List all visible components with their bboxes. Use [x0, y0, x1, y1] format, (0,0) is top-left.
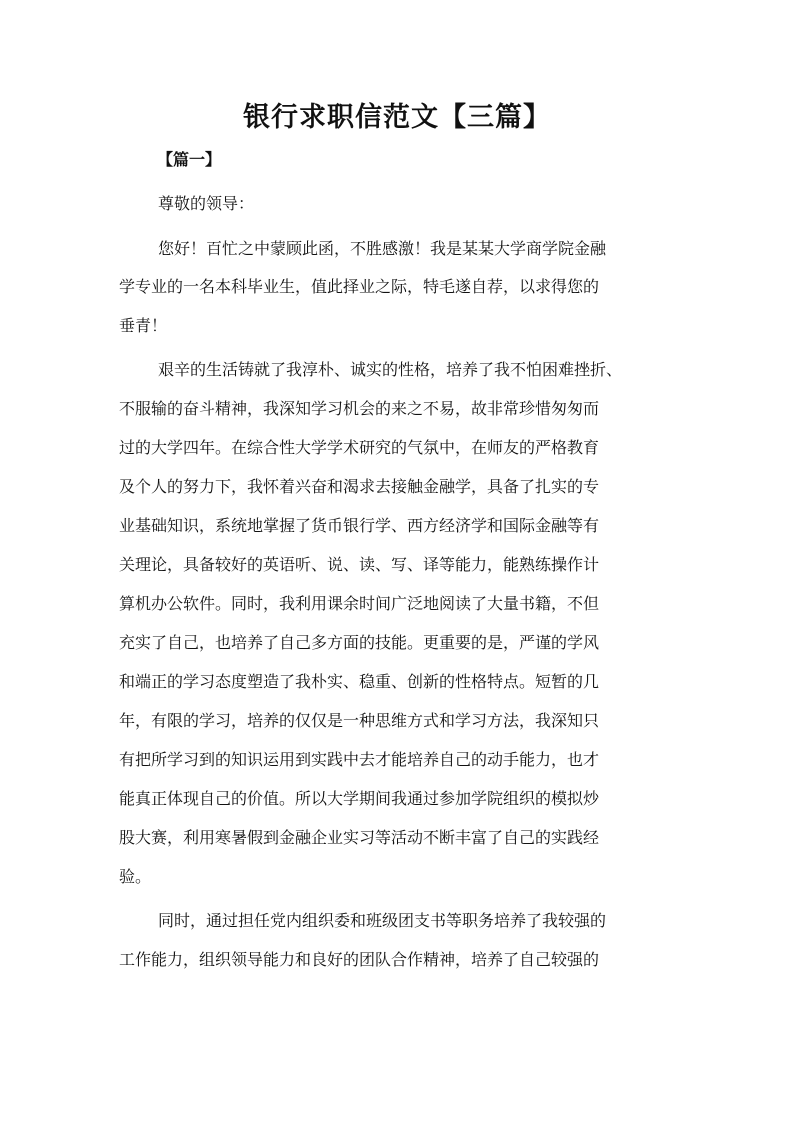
body-line: 学专业的一名本科毕业生，值此择业之际，特毛遂自荐，以求得您的 [119, 277, 600, 296]
body-line: 艰辛的生活铸就了我淳朴、诚实的性格，培养了我不怕困难挫折、 [158, 360, 623, 379]
body-line: 验。 [119, 867, 152, 886]
body-line: 能真正体现自己的价值。所以大学期间我通过参加学院组织的模拟炒 [119, 789, 600, 808]
body-line: 垂青！ [119, 316, 168, 335]
body-line: 股大赛，利用寒暑假到金融企业实习等活动不断丰富了自己的实践经 [119, 828, 600, 847]
body-line: 业基础知识，系统地掌握了货币银行学、西方经济学和国际金融等有 [119, 516, 600, 535]
body-line: 年，有限的学习，培养的仅仅是一种思维方式和学习方法，我深知只 [119, 711, 600, 730]
body-line: 及个人的努力下，我怀着兴奋和渴求去接触金融学，具备了扎实的专 [119, 477, 600, 496]
body-line: 和端正的学习态度塑造了我朴实、稳重、创新的性格特点。短暂的几 [119, 672, 600, 691]
section-heading: 【篇一】 [157, 150, 222, 169]
body-line: 您好！百忙之中蒙顾此函，不胜感激！我是某某大学商学院金融 [158, 239, 607, 258]
body-line: 不服输的奋斗精神，我深知学习机会的来之不易，故非常珍惜匆匆而 [119, 399, 600, 418]
body-line: 关理论，具备较好的英语听、说、读、写、译等能力，能熟练操作计 [119, 555, 600, 574]
document-title: 银行求职信范文【三篇】 [243, 102, 551, 133]
body-line: 工作能力，组织领导能力和良好的团队合作精神，培养了自己较强的 [119, 950, 600, 969]
body-line: 过的大学四年。在综合性大学学术研究的气氛中，在师友的严格教育 [119, 438, 600, 457]
body-line: 同时，通过担任党内组织委和班级团支书等职务培养了我较强的 [158, 911, 607, 930]
body-line: 有把所学习到的知识运用到实践中去才能培养自己的动手能力，也才 [119, 750, 600, 769]
body-line: 充实了自己，也培养了自己多方面的技能。更重要的是，严谨的学风 [119, 633, 600, 652]
salutation-line: 尊敬的领导： [158, 194, 255, 213]
body-line: 算机办公软件。同时，我利用课余时间广泛地阅读了大量书籍，不但 [119, 594, 600, 613]
